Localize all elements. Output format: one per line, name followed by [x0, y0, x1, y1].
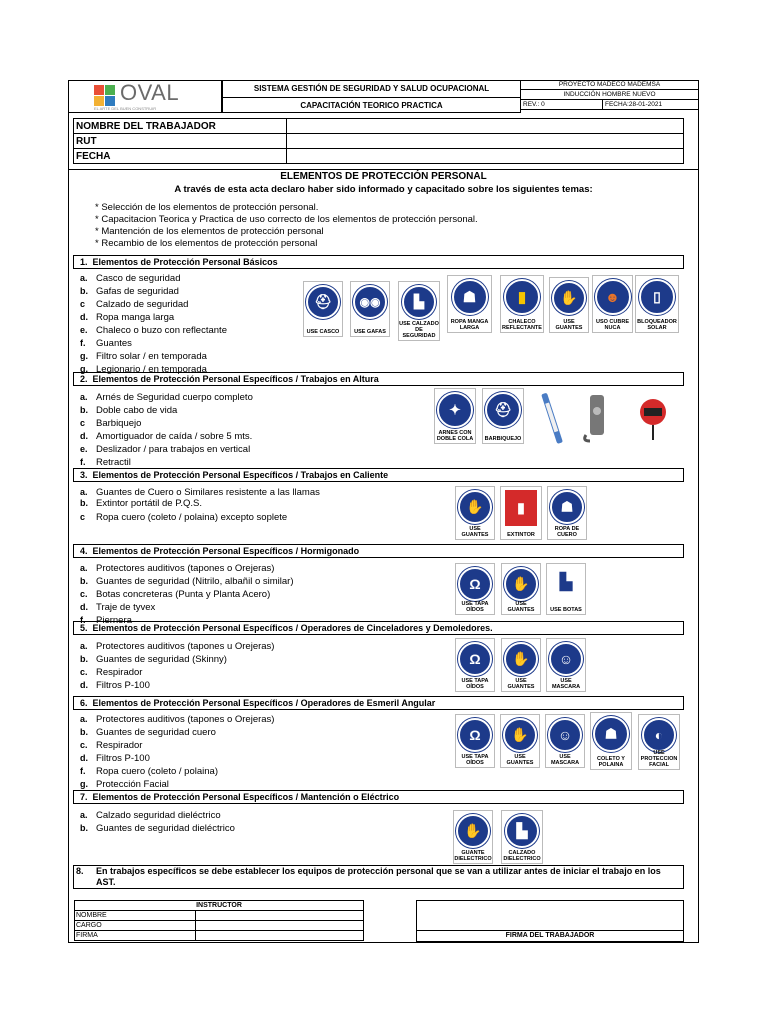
item-text: Guantes	[96, 338, 132, 349]
item-letter: d.	[80, 753, 88, 763]
section-number: 6.	[80, 698, 88, 708]
company-logo	[92, 80, 180, 111]
section-title: Elementos de Protección Personal Específicos / Mantención o Eléctrico	[92, 792, 400, 802]
revision: REV.: 0	[523, 101, 545, 108]
icon-caption: ARNES CON DOBLE COLA	[436, 430, 474, 442]
retractable-lifeline-icon	[634, 396, 672, 442]
item-text: Guantes de Cuero o Similares resistente a las llamas	[96, 487, 320, 498]
epp-title: ELEMENTOS DE PROTECCIÓN PERSONAL	[68, 169, 699, 182]
item-letter: a.	[80, 392, 88, 402]
item-letter: a.	[80, 714, 88, 724]
item-text: Traje de tyvex	[96, 602, 156, 613]
reflective-vest-icon: ▮ CHALECO REFLECTANTE	[500, 275, 544, 333]
icon-caption: USE TAPA OÍDOS	[461, 754, 489, 766]
section-6-header	[73, 696, 684, 710]
list-item	[80, 443, 253, 456]
item-text: Protectores auditivos (tapones o Orejeras)	[96, 563, 275, 574]
item-letter: d.	[80, 431, 88, 441]
harness-icon: ✦ ARNES CON DOBLE COLA	[434, 388, 476, 444]
bullet-item: * Recambio de los elementos de protección personal	[95, 238, 318, 249]
icon-caption: BARBIQUEJO	[484, 436, 522, 442]
item-letter: c.	[80, 589, 88, 599]
icon-caption: CHALECO REFLECTANTE	[502, 319, 542, 331]
list-item	[80, 726, 274, 739]
item-text: Respirador	[96, 667, 143, 678]
item-text: Retractil	[96, 457, 131, 468]
worker-signature-box[interactable]	[416, 900, 684, 942]
list-item	[80, 298, 227, 311]
icon-caption: USE BOTAS	[550, 607, 582, 613]
gloves-icon: ✋ USE GUANTES	[501, 638, 541, 692]
list-item	[80, 391, 253, 404]
item-letter: f.	[80, 615, 86, 625]
item-text: Piernera	[96, 615, 132, 626]
sunscreen-icon: ▯ BLOQUEADOR SOLAR	[635, 275, 679, 333]
neck-cover-icon: ☻ USO CUBRE NUCA	[592, 275, 633, 333]
icon-caption: ROPA MANGA LARGA	[450, 319, 489, 331]
logo-text: OVAL	[120, 80, 180, 105]
list-item	[80, 601, 293, 614]
item-letter: d.	[80, 312, 88, 322]
item-letter: a.	[80, 487, 88, 497]
item-letter: f.	[80, 457, 86, 467]
leather-suit-icon: ☗ ROPA DE CUERO	[547, 486, 587, 540]
list-item	[80, 809, 235, 822]
instructor-role-label: CARGO	[75, 921, 196, 931]
training-title-cell	[222, 97, 521, 113]
list-item	[80, 498, 320, 509]
item-letter: c	[80, 299, 86, 309]
project-name: PROYECTO MADECO MADEMSA	[558, 81, 661, 88]
chin-strap-icon: ⛑ BARBIQUEJO	[482, 388, 524, 444]
section-title: Elementos de Protección Personal Específicos / Operadores de Esmeril Angular	[92, 698, 436, 708]
section-1-header	[73, 255, 684, 269]
intro-subtitle: A través de esta acta declaro haber sido informado y capacitado sobre los siguientes temas:	[174, 184, 593, 195]
item-text: Gafas de seguridad	[96, 286, 179, 297]
item-text: Legionario / en temporada	[96, 364, 207, 375]
item-text: Guantes de seguridad (Nitrilo, albañil o similar)	[96, 576, 294, 587]
section-title: En trabajos específicos se debe establecer los equipos de protección personal que se van a utilizar antes de iniciar el trabajo en los AST.	[96, 866, 661, 887]
list-item	[80, 430, 253, 443]
bullet-item: * Capacitacion Teorica y Practica de uso correcto de los elementos de protección personal.	[95, 214, 478, 225]
instructor-signature-field[interactable]	[196, 931, 364, 941]
item-letter: e.	[80, 444, 88, 454]
section-5-items	[80, 640, 274, 692]
item-letter: b.	[80, 727, 88, 737]
list-item	[80, 456, 253, 469]
respirator-icon: ☺ USE MASCARA	[545, 714, 585, 768]
instructor-name-field[interactable]	[196, 911, 364, 921]
item-letter: a.	[80, 810, 88, 820]
long-sleeve-icon: ☗ ROPA MANGA LARGA	[447, 275, 492, 333]
item-text: Arnés de Seguridad cuerpo completo	[96, 392, 253, 403]
boots-icon: ▙ USE BOTAS	[546, 563, 586, 615]
section-title: Elementos de Protección Personal Básicos	[92, 257, 278, 267]
list-item	[80, 666, 274, 679]
section-4-items	[80, 562, 293, 627]
list-item	[80, 588, 293, 601]
item-letter: c	[80, 512, 86, 522]
list-item	[80, 739, 274, 752]
hard-hat-icon: ⛑ USE CASCO	[303, 281, 343, 337]
section-number: 1.	[80, 257, 88, 267]
list-item	[80, 765, 274, 778]
extinguisher-icon: ▮ EXTINTOR	[500, 486, 542, 540]
item-text: Guantes de seguridad dieléctrico	[96, 823, 235, 834]
item-letter: f.	[80, 766, 86, 776]
item-text: Barbiquejo	[96, 418, 142, 429]
section-title: Elementos de Protección Personal Específicos / Trabajos en Caliente	[92, 470, 389, 480]
instructor-label: INSTRUCTOR	[75, 901, 364, 911]
apron-icon: ☗ COLETO Y POLAINA	[590, 712, 632, 770]
list-item	[80, 653, 274, 666]
icon-caption: USE GUANTES	[507, 601, 535, 613]
system-title-cell	[222, 80, 521, 98]
gloves-icon: ✋ USE GUANTES	[501, 563, 541, 615]
system-title: SISTEMA GESTIÓN DE SEGURIDAD Y SALUD OCUPACIONAL	[253, 84, 490, 93]
intro-bullets	[95, 202, 478, 250]
gloves-icon: ✋ USE GUANTES	[549, 277, 589, 333]
list-item	[80, 337, 227, 350]
item-letter: a.	[80, 641, 88, 651]
item-text: Calzado seguridad dieléctrico	[96, 810, 221, 821]
worker-name-label: NOMBRE DEL TRABAJADOR	[74, 119, 287, 134]
dielectric-glove-icon: ✋ GUANTE DIELECTRICO	[453, 810, 493, 864]
section-1-items	[80, 272, 227, 376]
section-6-items	[80, 713, 274, 791]
list-item	[80, 324, 227, 337]
list-item	[80, 713, 274, 726]
item-letter: b.	[80, 498, 88, 508]
item-text: Casco de seguridad	[96, 273, 181, 284]
icon-caption: USE MASCARA	[550, 754, 580, 766]
list-item	[80, 778, 274, 791]
list-item	[80, 562, 293, 575]
section-4-header	[73, 544, 684, 558]
bullet-item: * Mantención de los elementos de protección personal	[95, 226, 324, 237]
item-letter: a.	[80, 273, 88, 283]
icon-caption: USE GAFAS	[354, 329, 386, 335]
list-item	[80, 640, 274, 653]
instructor-signature-label: FIRMA	[75, 931, 196, 941]
date-label: FECHA	[74, 149, 287, 164]
section-number: 7.	[80, 792, 88, 802]
item-text: Filtros P-100	[96, 680, 150, 691]
item-text: Doble cabo de vida	[96, 405, 178, 416]
item-text: Deslizador / para trabajos en vertical	[96, 444, 251, 455]
worker-signature-label: FIRMA DEL TRABAJADOR	[417, 930, 683, 941]
shock-absorber-icon	[533, 392, 573, 444]
section-7-items	[80, 809, 235, 835]
item-text: Protección Facial	[96, 779, 169, 790]
worker-info-table	[73, 118, 684, 164]
list-item	[80, 272, 227, 285]
section-number: 3.	[80, 470, 88, 480]
list-item	[80, 679, 274, 692]
item-letter: d.	[80, 680, 88, 690]
instructor-role-field[interactable]	[196, 921, 364, 931]
icon-caption: USO CUBRE NUCA	[595, 319, 629, 331]
logo-tagline: EL ARTE DEL BUEN CONSTRUIR	[94, 106, 157, 111]
item-text: Guantes de seguridad (Skinny)	[96, 654, 227, 665]
icon-caption: USE CALZADO DE SEGURIDAD	[399, 321, 439, 339]
induction-label: INDUCCIÓN HOMBRE NUEVO	[563, 91, 656, 98]
item-letter: f.	[80, 338, 86, 348]
item-text: Respirador	[96, 740, 143, 751]
icon-caption: GUANTE DIELECTRICO	[454, 850, 492, 862]
section-title: Elementos de Protección Personal Específicos / Hormigonado	[92, 546, 360, 556]
section-3-header	[73, 468, 684, 482]
list-item	[80, 363, 227, 376]
list-item	[80, 311, 227, 324]
icon-caption: EXTINTOR	[507, 532, 535, 538]
item-letter: c	[80, 418, 86, 428]
rut-field[interactable]	[287, 134, 684, 149]
list-item	[80, 614, 293, 627]
icon-caption: USE CASCO	[306, 329, 340, 335]
item-text: Chaleco o buzo con reflectante	[96, 325, 227, 336]
section-number: 5.	[80, 623, 88, 633]
section-number: 2.	[80, 374, 88, 384]
list-item	[80, 417, 253, 430]
icon-caption: USE GUANTES	[506, 754, 534, 766]
icon-caption: USE GUANTES	[461, 526, 489, 538]
section-3-items	[80, 487, 320, 523]
icon-caption: BLOQUEADOR SOLAR	[637, 319, 677, 331]
list-item	[80, 487, 320, 498]
icon-caption: USE GUANTES	[507, 678, 535, 690]
list-item	[80, 752, 274, 765]
item-letter: b.	[80, 823, 88, 833]
icon-caption: USE TAPA OÍDOS	[461, 601, 489, 613]
item-text: Extintor portátil de P.Q.S.	[96, 498, 202, 509]
date-cell	[602, 99, 699, 110]
training-title: CAPACITACIÓN TEORICO PRACTICA	[300, 101, 443, 110]
instructor-table	[74, 900, 364, 941]
section-number: 8.	[76, 866, 84, 876]
icon-caption: USE GUANTES	[555, 319, 583, 331]
respirator-icon: ☺ USE MASCARA	[546, 638, 586, 692]
face-shield-icon: ◐ USE PROTECCION FACIAL	[638, 714, 680, 770]
item-text: Filtro solar / en temporada	[96, 351, 207, 362]
list-item	[80, 350, 227, 363]
doc-date: FECHA:28-01-2021	[605, 101, 663, 108]
icon-caption: ROPA DE CUERO	[554, 526, 580, 538]
icon-caption: USE MASCARA	[551, 678, 581, 690]
item-letter: b.	[80, 405, 88, 415]
rope-grab-icon	[580, 393, 612, 443]
item-letter: c.	[80, 667, 88, 677]
item-text: Filtros P-100	[96, 753, 150, 764]
list-item	[80, 822, 235, 835]
ear-protection-icon: Ω USE TAPA OÍDOS	[455, 563, 495, 615]
item-text: Amortiguador de caída / sobre 5 mts.	[96, 431, 253, 442]
gloves-icon: ✋ USE GUANTES	[455, 486, 495, 540]
section-title: Elementos de Protección Personal Específicos / Trabajos en Altura	[92, 374, 379, 384]
item-text: Protectores auditivos (tapones u Orejeras)	[96, 641, 275, 652]
item-text: Botas concreteras (Punta y Planta Acero)	[96, 589, 271, 600]
ear-protection-icon: Ω USE TAPA OÍDOS	[455, 714, 495, 768]
gloves-icon: ✋ USE GUANTES	[500, 714, 540, 768]
item-text: Guantes de seguridad cuero	[96, 727, 216, 738]
item-text: Ropa cuero (coleto / polaina) excepto soplete	[96, 512, 288, 523]
list-item	[80, 404, 253, 417]
instructor-name-label: NOMBRE	[75, 911, 196, 921]
worker-name-field[interactable]	[287, 119, 684, 134]
item-text: Ropa manga larga	[96, 312, 175, 323]
item-text: Calzado de seguridad	[96, 299, 189, 310]
safety-boot-icon: ▙ USE CALZADO DE SEGURIDAD	[398, 281, 440, 341]
date-field[interactable]	[287, 149, 684, 164]
item-letter: e.	[80, 325, 88, 335]
section-7-header	[73, 790, 684, 804]
section-title: Elementos de Protección Personal Específicos / Operadores de Cinceladores y Demoledores.	[92, 623, 493, 633]
dielectric-boot-icon: ▙ CALZADO DIELECTRICO	[501, 810, 543, 864]
item-text: Ropa cuero (coleto / polaina)	[96, 766, 218, 777]
icon-caption: CALZADO DIELECTRICO	[503, 850, 541, 862]
rut-label: RUT	[74, 134, 287, 149]
section-2-items	[80, 391, 253, 469]
item-letter: g.	[80, 779, 88, 789]
list-item	[80, 512, 320, 523]
ear-protection-icon: Ω USE TAPA OÍDOS	[455, 638, 495, 692]
goggles-icon: ◉◉ USE GAFAS	[350, 281, 390, 337]
list-item	[80, 575, 293, 588]
rev-cell	[520, 99, 603, 110]
section-8-header	[73, 865, 684, 889]
item-letter: b.	[80, 286, 88, 296]
section-number: 4.	[80, 546, 88, 556]
item-letter: b.	[80, 576, 88, 586]
item-letter: a.	[80, 563, 88, 573]
icon-caption: USE PROTECCION FACIAL	[640, 750, 678, 768]
item-letter: d.	[80, 602, 88, 612]
list-item	[80, 285, 227, 298]
bullet-item: * Selección de los elementos de protección personal.	[95, 202, 319, 213]
item-letter: g.	[80, 351, 88, 361]
item-letter: g.	[80, 364, 88, 374]
item-letter: c.	[80, 740, 88, 750]
icon-caption: USE TAPA OÍDOS	[461, 678, 489, 690]
item-text: Protectores auditivos (tapones o Orejeras)	[96, 714, 275, 725]
icon-caption: COLETO Y POLAINA	[597, 756, 625, 768]
item-letter: b.	[80, 654, 88, 664]
